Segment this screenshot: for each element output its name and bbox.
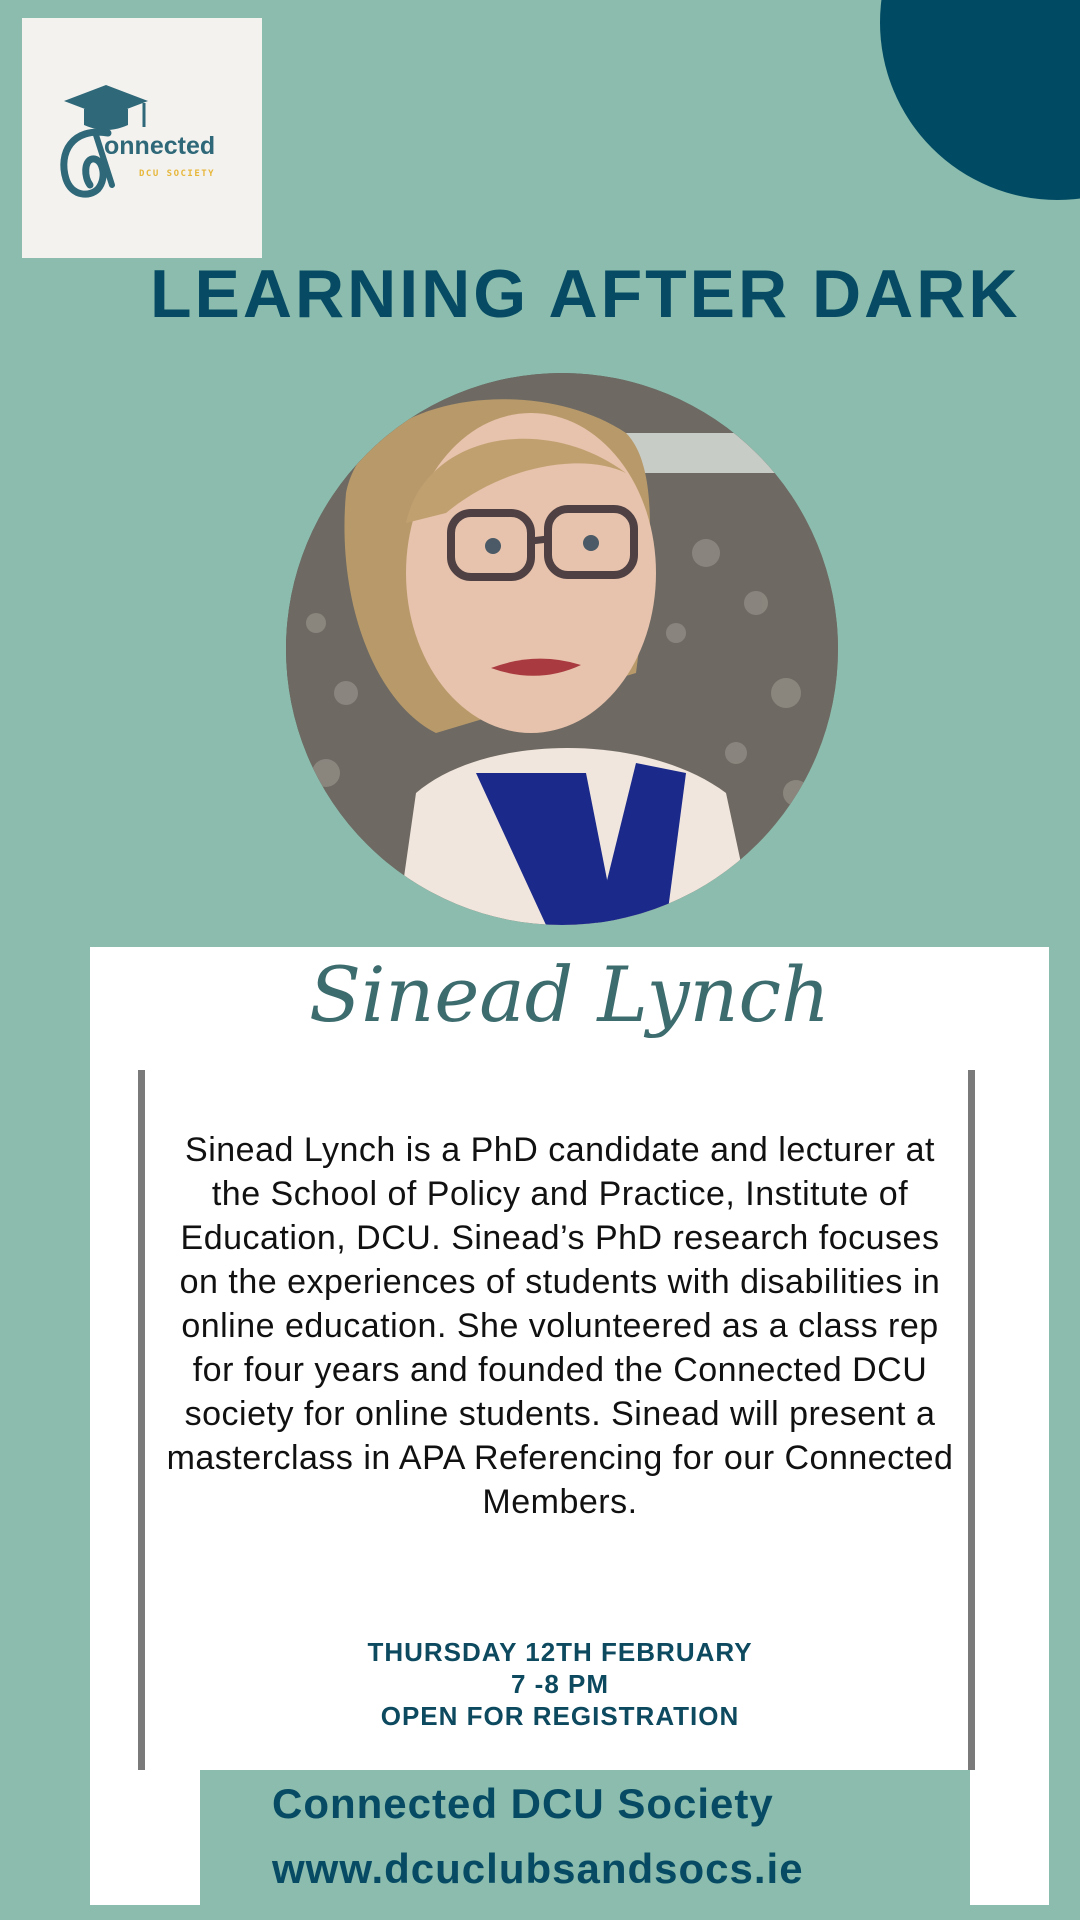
connected-dcu-logo xyxy=(22,18,262,258)
speaker-bio: Sinead Lynch is a PhD candidate and lecturer at the School of Policy and Practice, Institute of Education, DCU. Sinead’s PhD research focuses on the experiences of students with disabilities in online education. She volunteered as a class rep for four years and founded the Connected DCU society for online students. Sinead will present a masterclass in APA Referencing for our Connected Members. xyxy=(166,1131,954,1521)
page-headline: LEARNING AFTER DARK xyxy=(150,256,1021,332)
speaker-portrait-illustration xyxy=(286,373,838,925)
speaker-photo xyxy=(286,373,838,925)
logo-subtitle: DCU SOCIETY xyxy=(139,169,216,179)
logo-wordmark: onnected xyxy=(104,132,216,160)
corner-decoration-circle xyxy=(880,0,1080,200)
footer-org-name: Connected DCU Society xyxy=(272,1780,774,1827)
event-date: THURSDAY 12TH FEBRUARY xyxy=(367,1637,753,1667)
left-divider-bar xyxy=(138,1070,145,1770)
footer-website-link[interactable]: www.dcuclubsandsocs.ie xyxy=(272,1845,804,1892)
right-divider-bar xyxy=(968,1070,975,1770)
event-details xyxy=(160,1636,960,1732)
speaker-signature: Sinead Lynch xyxy=(309,950,830,1039)
event-registration-status: OPEN FOR REGISTRATION xyxy=(380,1701,740,1731)
event-time: 7 -8 PM xyxy=(510,1669,610,1699)
